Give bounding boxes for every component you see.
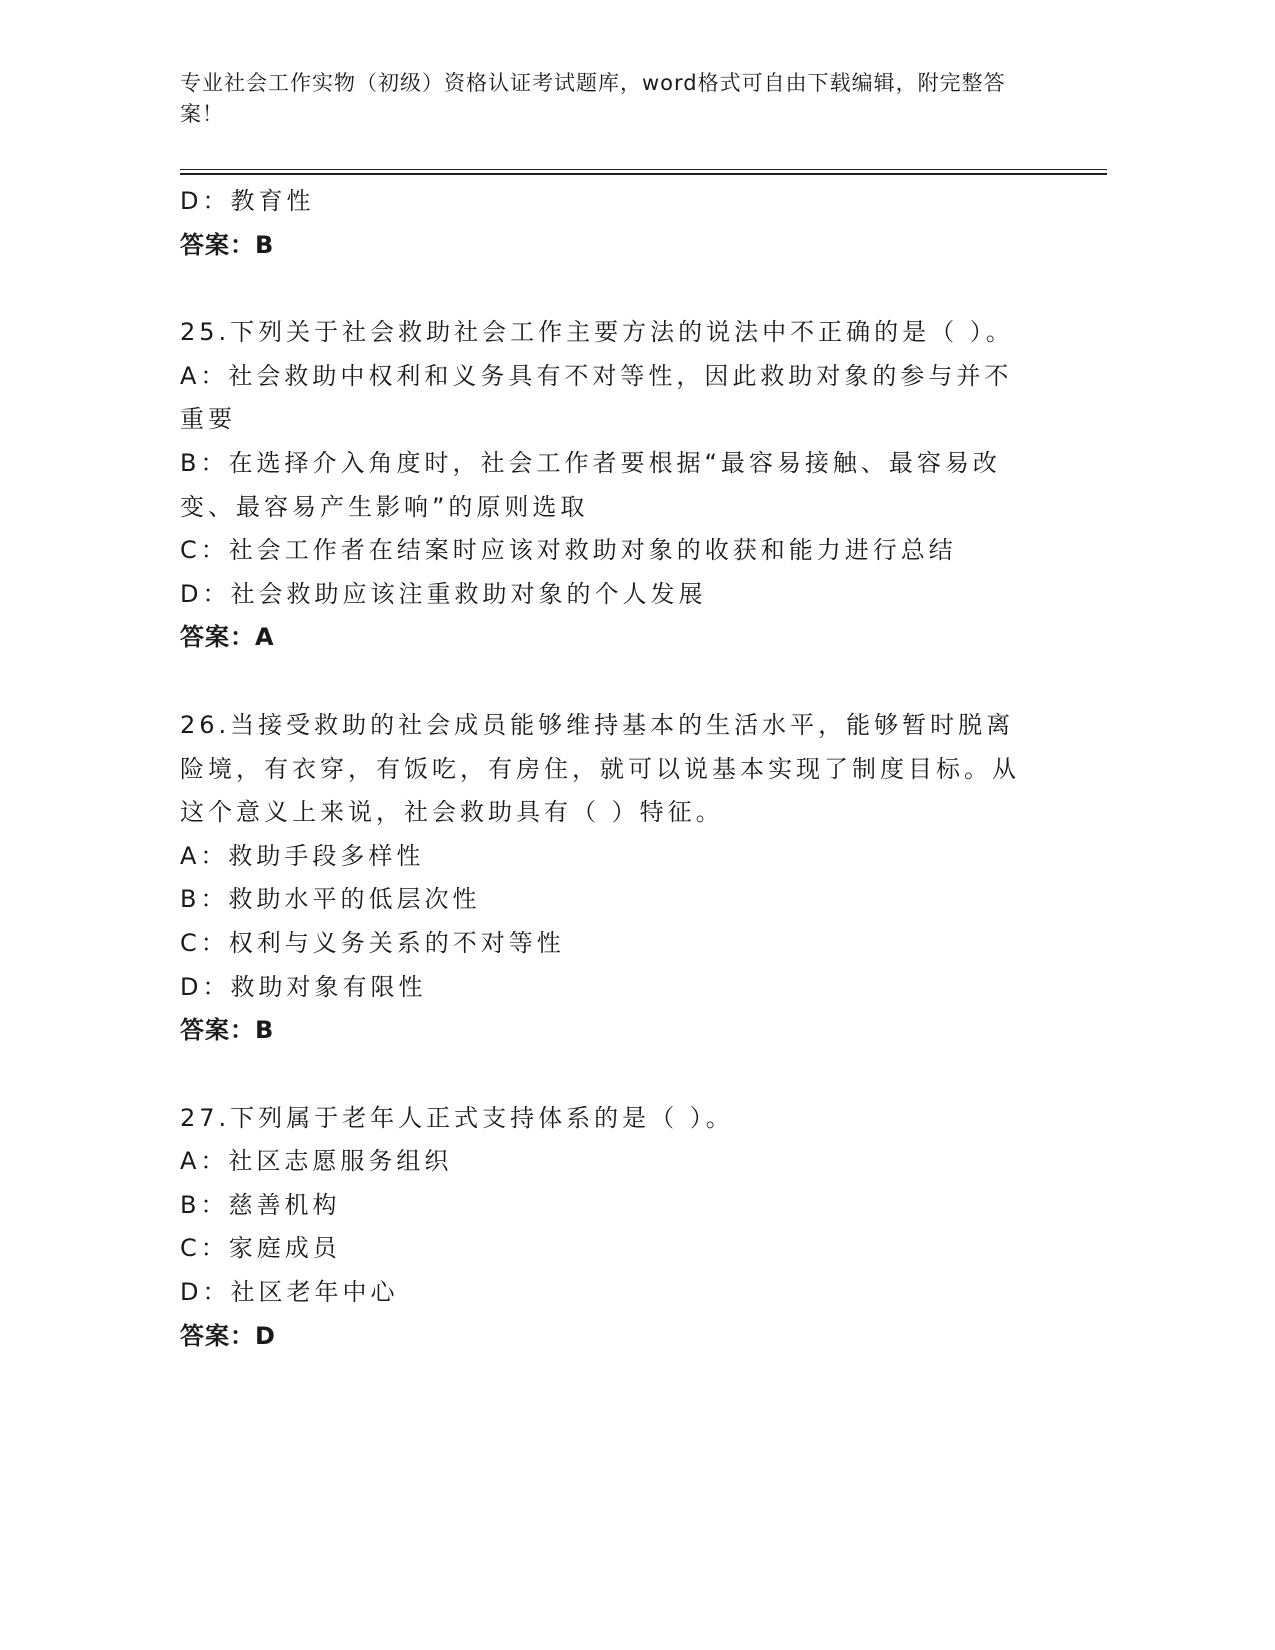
option-a: A：救助手段多样性: [180, 841, 425, 870]
question-spacer: [180, 660, 1040, 704]
option-a: A：社区志愿服务组织: [180, 1147, 453, 1176]
option-c: C：社会工作者在结案时应该对救助对象的收获和能力进行总结: [180, 536, 957, 565]
answer-text: 答案：B: [180, 230, 275, 259]
question-content: [180, 180, 1040, 1358]
page-header: 专业社会工作实物（初级）资格认证考试题库，word格式可自由下载编辑，附完整答案！: [180, 71, 1006, 126]
question-spacer: [180, 1053, 1040, 1097]
question-25: [180, 311, 1040, 660]
question-stem: 26.当接受救助的社会成员能够维持基本的生活水平，能够暂时脱离险境，有衣穿，有饭吃，有房住，就可以说基本实现了制度目标。从这个意义上来说，社会救助具有（ ）特征。: [180, 710, 1020, 827]
option-d: D：社会救助应该注重救助对象的个人发展: [180, 579, 707, 608]
option-d: D：救助对象有限性: [180, 972, 427, 1001]
option-c: C：家庭成员: [180, 1234, 341, 1263]
question-27: [180, 1097, 1040, 1359]
option-c: C：权利与义务关系的不对等性: [180, 928, 565, 957]
answer-text: 答案：A: [180, 623, 275, 652]
question-stem: 27.下列属于老年人正式支持体系的是（ ）。: [180, 1103, 734, 1132]
option-b: B：慈善机构: [180, 1190, 341, 1219]
option-b: B：在选择介入角度时，社会工作者要根据“最容易接触、最容易改变、最容易产生影响”的原则选取: [180, 448, 1001, 521]
question-26: [180, 704, 1040, 1053]
header-divider-thick: [180, 173, 1107, 175]
question-spacer: [180, 267, 1040, 311]
option-a: A：社会救助中权利和义务具有不对等性，因此救助对象的参与并不重要: [180, 361, 1013, 434]
option-d: D：社区老年中心: [180, 1278, 399, 1307]
option-d: D：教育性: [180, 187, 315, 215]
answer-text: 答案：D: [180, 1321, 276, 1350]
question-stem: 25.下列关于社会救助社会工作主要方法的说法中不正确的是（ ）。: [180, 318, 1014, 347]
header-divider-thin: [180, 169, 1107, 170]
option-b: B：救助水平的低层次性: [180, 885, 481, 914]
answer-text: 答案：B: [180, 1016, 275, 1045]
